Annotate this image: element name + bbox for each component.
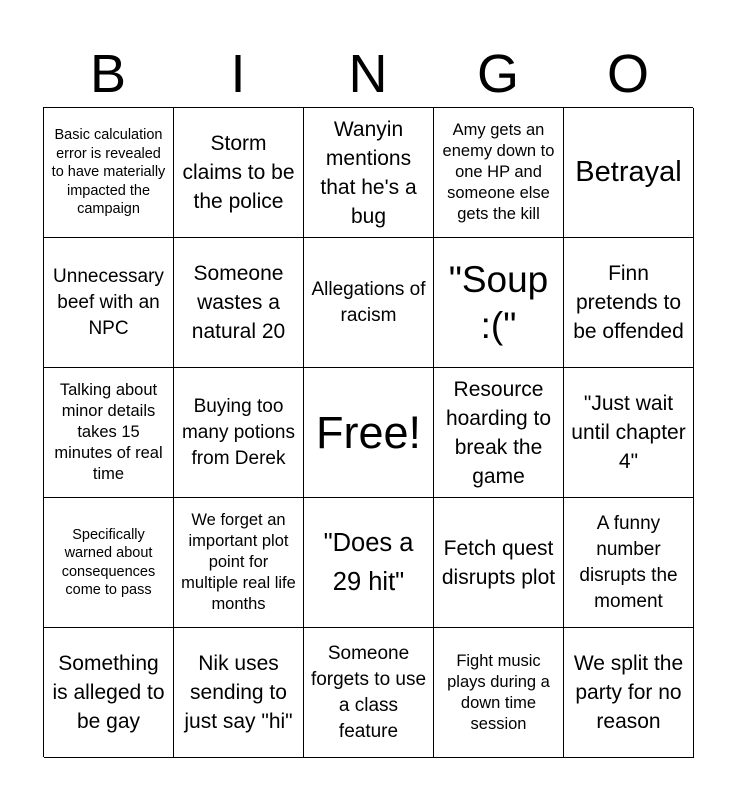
cell-text: Finn pretends to be offended	[573, 262, 684, 343]
cell-text: Resource hoarding to break the game	[445, 377, 552, 488]
cell-text: Betrayal	[575, 156, 682, 188]
cell-text: Buying too many potions from Derek	[181, 395, 295, 469]
cell-text: Someone wastes a natural 20	[191, 262, 286, 343]
bingo-cell[interactable]	[44, 108, 174, 238]
bingo-cell[interactable]	[44, 238, 174, 368]
header-letter-g: G	[476, 44, 519, 104]
bingo-cell[interactable]	[564, 368, 694, 498]
bingo-cell[interactable]	[564, 238, 694, 368]
header-letter-b: B	[89, 44, 127, 104]
cell-text: Storm claims to be the police	[182, 132, 295, 213]
bingo-cell[interactable]	[304, 628, 434, 758]
free-space-cell[interactable]	[304, 368, 434, 498]
cell-text: Fetch quest disrupts plot	[441, 536, 556, 589]
cell-text: Unnecessary beef with an NPC	[53, 265, 164, 339]
cell-text: "Soup :("	[448, 258, 549, 346]
cell-text: Talking about minor details takes 15 minutes of real time	[54, 381, 163, 483]
cell-text: Someone forgets to use a class feature	[310, 642, 427, 742]
cell-text: Specifically warned about consequences come to pass	[61, 526, 156, 598]
header-letter-o: O	[606, 44, 649, 104]
cell-text: We forget an important plot point for multiple real life months	[181, 511, 296, 613]
bingo-cell[interactable]	[434, 368, 564, 498]
bingo-cell[interactable]	[564, 628, 694, 758]
bingo-cell[interactable]	[44, 368, 174, 498]
cell-text: Fight music plays during a down time session	[447, 651, 550, 733]
bingo-cell[interactable]	[44, 498, 174, 628]
bingo-grid	[43, 107, 693, 757]
bingo-cell[interactable]	[44, 628, 174, 758]
free-space-text: Free!	[315, 406, 422, 458]
bingo-cell[interactable]	[304, 108, 434, 238]
bingo-cell[interactable]	[434, 498, 564, 628]
header-letter-i: I	[230, 44, 246, 104]
bingo-cell[interactable]	[564, 498, 694, 628]
cell-text: Wanyin mentions that he's a bug	[320, 117, 417, 228]
bingo-cell[interactable]	[304, 238, 434, 368]
bingo-cell[interactable]	[434, 108, 564, 238]
bingo-cell[interactable]	[174, 628, 304, 758]
cell-text: Something is alleged to be gay	[52, 652, 165, 733]
cell-text: Allegations of racism	[311, 278, 426, 326]
cell-text: We split the party for no reason	[573, 652, 684, 733]
bingo-cell[interactable]	[174, 368, 304, 498]
cell-text: A funny number disrupts the moment	[579, 512, 678, 612]
cell-text: "Just wait until chapter 4"	[571, 392, 686, 473]
cell-text: "Does a 29 hit"	[323, 528, 414, 596]
bingo-cell[interactable]	[174, 238, 304, 368]
bingo-cell[interactable]	[564, 108, 694, 238]
bingo-cell[interactable]	[434, 238, 564, 368]
bingo-cell[interactable]	[174, 498, 304, 628]
cell-text: Basic calculation error is revealed to have materially impacted the campaign	[51, 127, 166, 218]
bingo-cell[interactable]	[304, 498, 434, 628]
bingo-header	[43, 40, 693, 108]
bingo-cell[interactable]	[434, 628, 564, 758]
cell-text: Amy gets an enemy down to one HP and someone else gets the kill	[442, 121, 555, 223]
header-letter-n: N	[348, 44, 388, 104]
cell-text: Nik uses sending to just say "hi"	[184, 652, 293, 733]
bingo-cell[interactable]	[174, 108, 304, 238]
